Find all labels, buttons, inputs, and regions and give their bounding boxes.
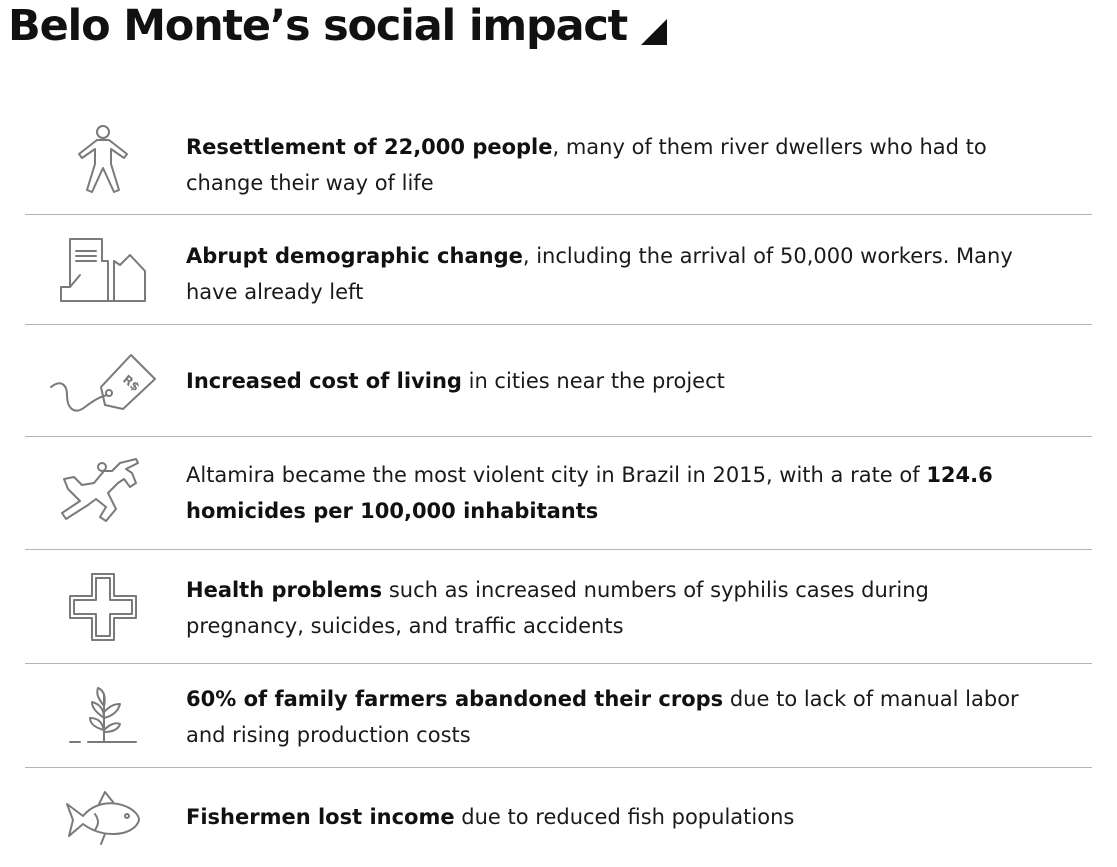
impact-item-family-farmers	[25, 664, 1092, 768]
page-title	[8, 0, 667, 52]
fish-icon	[43, 773, 163, 863]
impact-item-violence	[25, 437, 1092, 550]
impact-item-health	[25, 550, 1092, 664]
title-text: Belo Monte’s social impact	[8, 1, 628, 51]
person-icon	[43, 115, 163, 205]
item-highlight: Fishermen lost income	[186, 805, 455, 829]
item-highlight: Health problems	[186, 578, 383, 602]
plant-icon	[43, 670, 163, 760]
crime-scene-outline-icon	[43, 447, 163, 537]
triangle-marker-icon	[641, 19, 667, 45]
item-highlight: 124.6 homicides per 100,000 inhabitants	[186, 463, 993, 523]
item-text	[186, 799, 1026, 835]
item-highlight: 60% of family farmers abandoned their crops	[186, 687, 724, 711]
buildings-icon	[43, 225, 163, 315]
currency-label: R$	[120, 372, 143, 395]
impact-item-fishermen	[25, 768, 1092, 867]
item-highlight: Abrupt demographic change	[186, 244, 523, 268]
item-lead: Altamira became the most violent city in Brazil in 2015, with a rate of	[186, 463, 927, 487]
item-highlight: Resettlement of 22,000 people	[186, 135, 553, 159]
item-text	[186, 238, 1026, 310]
item-detail: due to reduced fish populations	[454, 805, 795, 829]
item-detail: such as increased numbers of syphilis cases during pregnancy, suicides, and traffic accidents	[186, 578, 929, 638]
price-tag-icon	[43, 335, 163, 425]
item-text	[186, 129, 1026, 201]
item-text	[186, 572, 1026, 644]
item-detail: , many of them river dwellers who had to change their way of life	[186, 135, 987, 195]
item-detail: in cities near the project	[461, 369, 725, 393]
item-detail: due to lack of manual labor and rising production costs	[186, 687, 1019, 747]
item-detail: , including the arrival of 50,000 workers. Many have already left	[186, 244, 1013, 304]
health-cross-icon	[43, 562, 163, 652]
impact-item-demographic-change	[25, 215, 1092, 325]
item-text	[186, 457, 1026, 529]
item-text	[186, 681, 1026, 753]
impact-item-resettlement	[25, 110, 1092, 215]
impact-item-cost-of-living	[25, 325, 1092, 437]
item-text	[186, 363, 1026, 399]
item-highlight: Increased cost of living	[186, 369, 462, 393]
